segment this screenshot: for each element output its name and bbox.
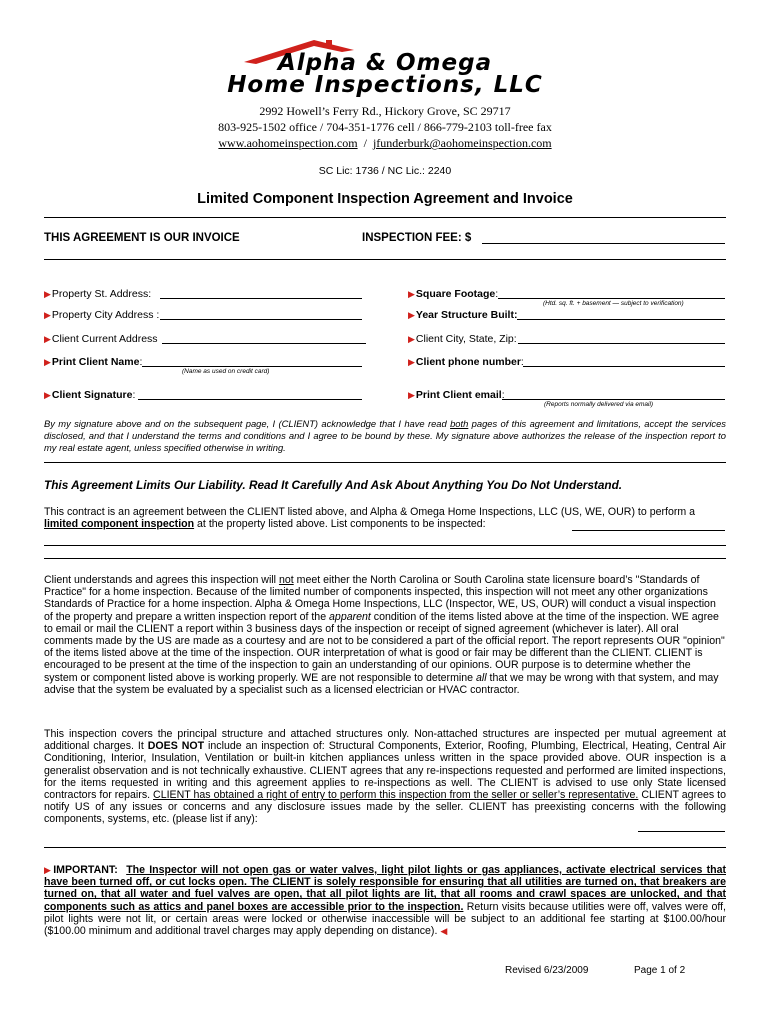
contract-text: This contract is an agreement between the CLIENT listed above, and Alpha & Omega Home Inspections, LLC (US, WE, OUR) to perform a limited component inspection at the property listed above. List components to be inspected:: [44, 506, 696, 531]
understands-paragraph: Client understands and agrees this inspection will not meet either the North Carolina or South Carolina state licensure board’s "Standards of Practice" for a home inspection. Because of the limited number of components inspected, this inspection will not meet any other organizations Standards of Practice for a home inspection. Alpha & Omega Home Inspections, LLC (Inspector, WE, US, OUR) will conduct a visual inspection of the property and prepare a written inspection report of the apparent condition of the items listed above at the time of the inspection. WE agree to email or mail the CLIENT a report within 3 business days of the inspection or receipt of signed agreement (whichever is later). All oral comments made by the US are made as a courtesy and are not to be considered a part of the official report. The report represents OUR "opinion" of the items listed above at the time of the inspection. OUR interpretation of what is good or fair may be different than the CLIENT. CLIENT is encouraged to be present at the time of the inspection to gain an understanding of our opinions. OUR purpose is to determine whether the system or component listed above is working properly. WE are not responsible to determine all that we may be wrong with that system, and may advise that the system be evaluated by a specialist such as a licensed electrician or HVAC contractor.: [44, 574, 725, 696]
client-phone-field[interactable]: [523, 366, 725, 367]
client-phone-label: ▶Client phone number:: [408, 356, 524, 368]
client-city-field[interactable]: [518, 343, 725, 344]
page-number: Page 1 of 2: [634, 965, 686, 976]
important-notice: ▶IMPORTANT: The Inspector will not open gas or water valves, light pilot lights or gas appliances, activate electrical services that have been turned off, or cut locks open. The CLIENT is solely responsible for ensuring that all utilities are turned on, that breakers are turned on, that all water and fuel valves are open, that all pilot lights are lit, that all rooms and crawl spaces are unlocked, and that components such as attics and panel boxes are accessible prior to the inspection. Return visits because utilities were off, valves were off, pilot lights were not lit, or certain areas were locked or otherwise inaccessible will be subject to an additional fee starting at $100.00/hour ($100.00 minimum and additional travel charges may apply depending on distance). ◀: [44, 864, 727, 938]
website-link[interactable]: www.aohomeinspection.com: [218, 136, 358, 150]
company-name-line2: Home Inspections, LLC: [227, 72, 543, 98]
acknowledgement-text: By my signature above and on the subsequent page, I (CLIENT) acknowledge that I have read both pages of this agreement and limitations, accept the services disclosed, and that I understand the terms and conditions and I agree to be bound by these. My signature above authorizes the release of the inspection report to my real estate agent, unless specified otherwise in writing.: [44, 418, 726, 453]
divider: [44, 259, 726, 260]
inspection-fee-label: INSPECTION FEE: $: [362, 232, 472, 244]
client-current-address-field[interactable]: [162, 343, 366, 344]
client-signature-label: ▶Client Signature:: [44, 389, 136, 401]
print-client-name-label: ▶Print Client Name:: [44, 356, 143, 368]
property-address-label: ▶Property St. Address:: [44, 288, 152, 300]
property-address-field[interactable]: [160, 298, 362, 299]
email-note: (Reports normally delivered via email): [544, 401, 654, 408]
red-arrow-left-icon: ◀: [440, 926, 448, 937]
invoice-label: THIS AGREEMENT IS OUR INVOICE: [44, 232, 240, 244]
email-link[interactable]: jfunderburk@aohomeinspection.com: [372, 136, 552, 150]
name-note: (Name as used on credit card): [182, 368, 270, 375]
license-numbers: SC Lic: 1736 / NC Lic.: 2240: [318, 165, 452, 177]
property-city-field[interactable]: [160, 319, 362, 320]
year-built-label: ▶Year Structure Built:: [408, 309, 518, 321]
components-field-3[interactable]: [44, 558, 726, 559]
components-field-1[interactable]: [572, 530, 725, 531]
covers-paragraph: This inspection covers the principal structure and attached structures only. Non-attached structures are inspected per mutual agreement at additional charges. It DOES NOT include an inspection of: Structural Components, Exterior, Roofing, Plumbing, Electrical, Heating, Central Air Conditioning, Interior, Insulation, Ventilation or built-in kitchen appliances unless written in the space provided above. OUR inspection is a generalist observation and is not technically exhaustive. CLIENT agrees that any re-inspections requested and performed are limited inspections, for the items requested in writing and this agreement applies to re-inspections as well. The CLIENT is advised to use only State licensed contractors for repairs. CLIENT has obtained a right of entry to perform this inspection from the seller or seller’s representative. CLIENT agrees to notify US of any issues or concerns and any disclosure issues made by the seller. CLIENT has preexisting concerns with the following components, systems, etc. (please list if any):: [44, 728, 727, 826]
revised-date: Revised 6/23/2009: [505, 965, 589, 976]
components-field-2[interactable]: [44, 545, 726, 546]
inspection-fee-field[interactable]: [482, 243, 725, 244]
preexisting-concerns-field[interactable]: [638, 831, 725, 832]
square-footage-label: ▶Square Footage:: [408, 288, 499, 300]
client-current-address-label: ▶Client Current Address: [44, 333, 158, 345]
company-name-line1: Alpha & Omega: [277, 50, 493, 76]
property-city-label: ▶Property City Address :: [44, 309, 160, 321]
preexisting-concerns-field-2[interactable]: [44, 847, 726, 848]
company-address: 2992 Howell’s Ferry Rd., Hickory Grove, SC 29717: [259, 104, 511, 118]
red-arrow-icon: ▶: [44, 865, 53, 875]
print-client-email-label: ▶Print Client email:: [408, 389, 505, 401]
document-title: Limited Component Inspection Agreement and Invoice: [197, 191, 573, 207]
print-client-name-field[interactable]: [142, 366, 362, 367]
divider: [44, 462, 726, 463]
divider: [44, 217, 726, 218]
print-client-email-field[interactable]: [502, 399, 725, 400]
square-footage-field[interactable]: [498, 298, 725, 299]
web-email-separator: /: [363, 136, 367, 150]
sqft-note: (Htd. sq. ft. + basement — subject to verification): [543, 300, 684, 307]
company-phones: 803-925-1502 office / 704-351-1776 cell / 866-779-2103 toll-free fax: [218, 120, 552, 134]
liability-heading: This Agreement Limits Our Liability. Read It Carefully And Ask About Anything You Do Not Understand.: [44, 478, 623, 492]
client-city-label: ▶Client City, State, Zip:: [408, 333, 517, 345]
client-signature-field[interactable]: [138, 399, 362, 400]
company-web-email: [0, 136, 770, 151]
year-built-field[interactable]: [517, 319, 725, 320]
